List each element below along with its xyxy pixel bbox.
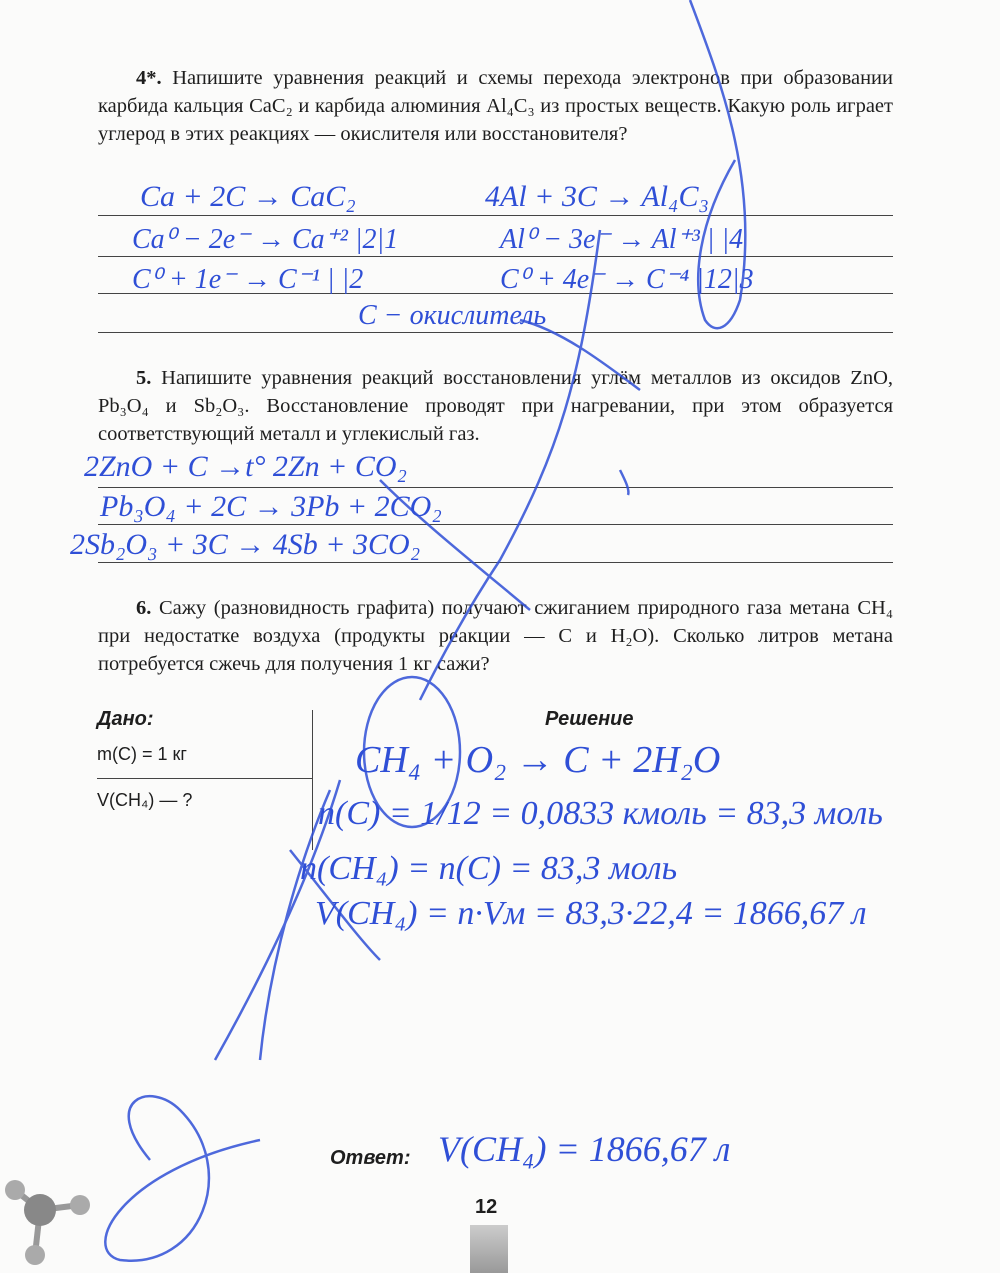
hw-task6-line4: V(CH₄) = n·Vм = 83,3·22,4 = 1866,67 л [315,895,867,932]
task-6-body: Сажу (разновидность графита) получают сжиганием природного газа метана CH₄ при недостатке воздуха (продукты реакции — C и H₂O). Сколько литров метана потребуется сжечь для получения 1 кг сажи? [98,597,893,675]
task-5-body: Напишите уравнения реакций восстановления углём металлов из оксидов ZnO, Pb₃O₄ и Sb₂O₃. Восстановление проводят при нагревании, при этом образуется соответствующий металл и углекислый газ. [98,367,894,445]
molecule-decoration-icon [0,1150,110,1273]
hw-task5-eq1: 2ZnO + C →t° 2Zn + CO₂ [84,450,407,483]
scribble-stroke [215,780,340,1060]
find-value: V(CH₄) — ? [97,790,193,810]
hw-task6-line1: CH₄ + O₂ → C + 2H₂O [355,739,721,781]
hw-task4-eq5: Al⁰ − 3e⁻ → Al⁺³ | |4 [500,224,744,255]
hw-task4-eq6: C⁰ + 4e⁻ → C⁻⁴ |12|3 [500,264,754,295]
scribble-stroke [690,0,745,328]
page-number: 12 [475,1196,498,1218]
hw-task4-eq2: Ca⁰ − 2e⁻ → Ca⁺² |2|1 [132,224,399,255]
hw-task4-conclusion: C − окислитель [358,300,547,331]
task-6-number: 6. [136,597,152,619]
answer-label: Ответ: [330,1147,411,1169]
hw-task4-eq1: Ca + 2C → CaC₂ [140,180,356,213]
task-4-body: Напишите уравнения реакций и схемы перехода электронов при образовании карбида кальция CaC₂ и карбида алюминия Al₄C₃ из простых веществ. Какую роль играет углерод в этих реакциях — окислителя или восстановителя? [98,67,893,145]
hw-task4-eq3: C⁰ + 1e⁻ → C⁻¹ | |2 [132,264,364,295]
hw-task5-eq2: Pb₃O₄ + 2C → 3Pb + 2CO₂ [100,490,442,523]
scribble-circle [364,677,460,827]
scribble-stroke [420,230,600,700]
hw-task6-line3: n(CH₄) = n(C) = 83,3 моль [300,850,678,887]
given-value: m(C) = 1 кг [97,744,187,764]
page-tab-decoration [470,1225,508,1273]
task-5-number: 5. [136,367,152,389]
hw-answer-value: V(CH₄) = 1866,67 л [438,1129,731,1169]
hw-task5-eq3: 2Sb₂O₃ + 3C → 4Sb + 3CO₂ [70,528,421,561]
hw-task4-eq4: 4Al + 3C → Al₄C₃ [485,180,709,213]
scribble-stroke [105,1096,260,1260]
scribble-stroke [620,470,628,495]
task-4-number: 4*. [136,67,162,89]
solution-label: Решение [545,708,634,730]
scribble-stroke [290,850,380,960]
given-label: Дано: [97,708,154,730]
hw-task6-line2: n(C) = 1/12 = 0,0833 кмоль = 83,3 моль [318,795,883,832]
scribble-stroke [260,790,330,1060]
